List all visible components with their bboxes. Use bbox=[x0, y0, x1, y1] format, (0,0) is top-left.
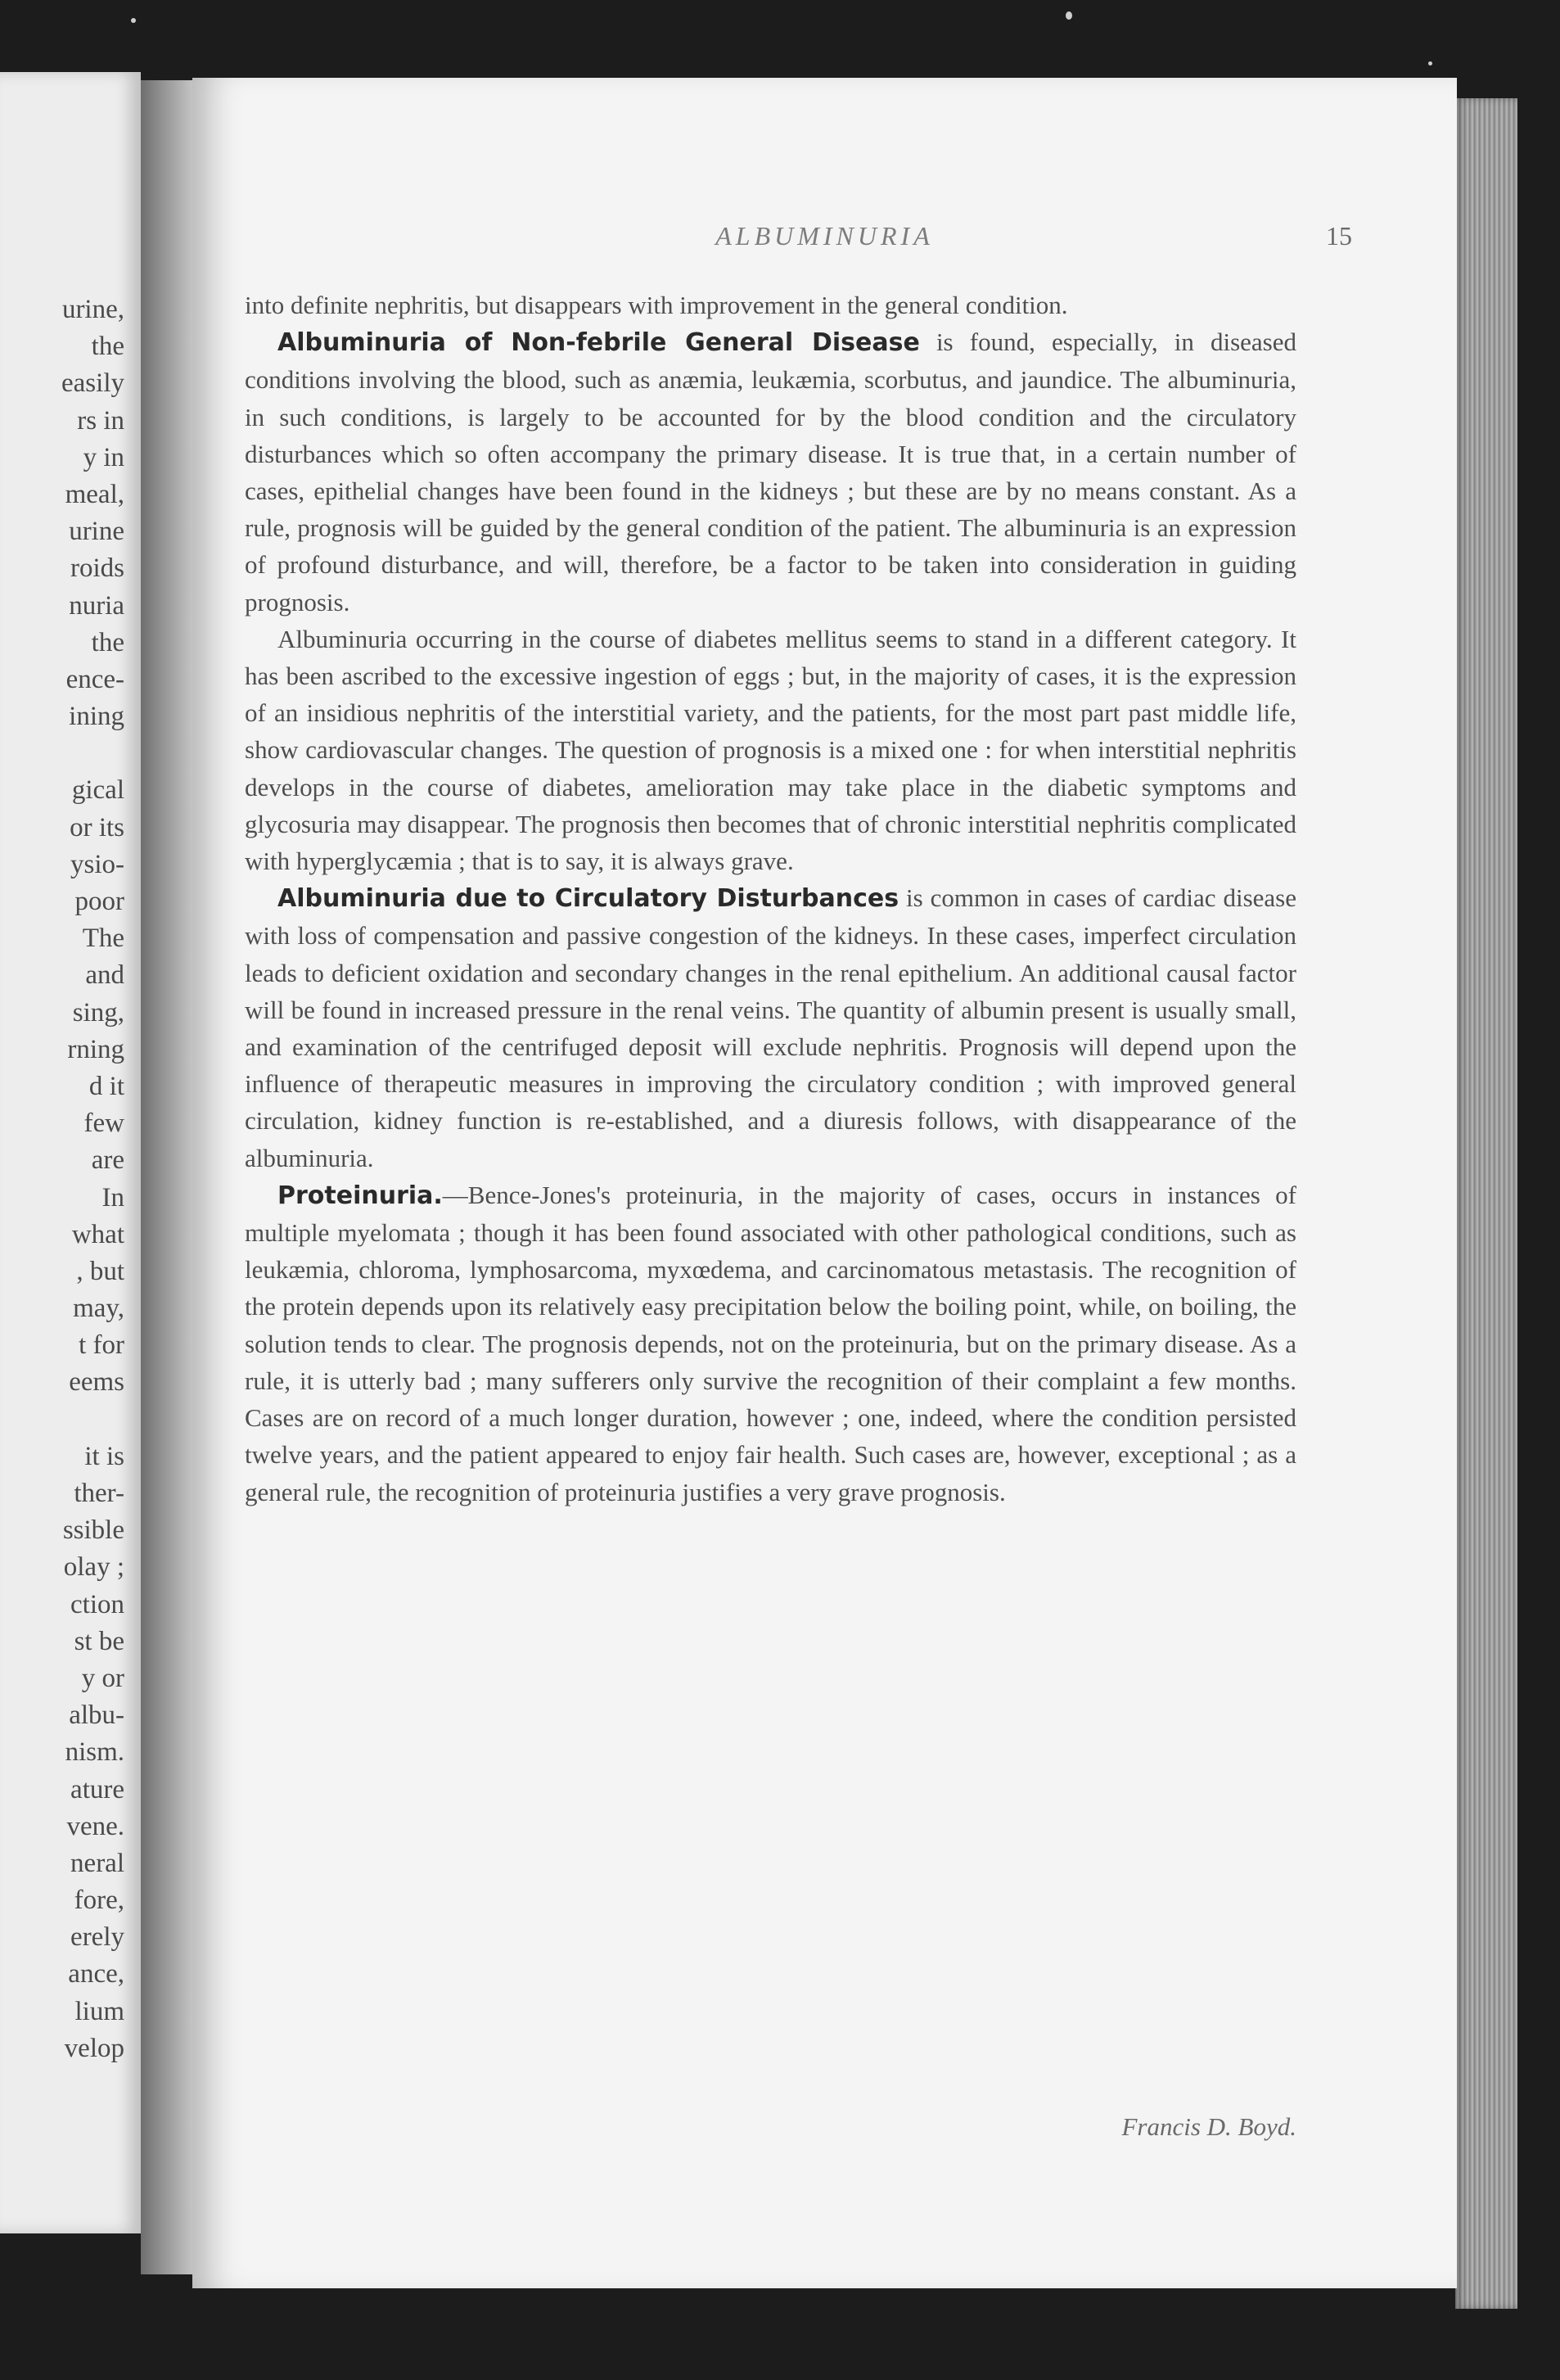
paper-speck bbox=[131, 18, 136, 23]
section-heading: Albuminuria of Non-febrile General Disease bbox=[277, 328, 920, 358]
left-page-line: y in bbox=[83, 442, 124, 472]
left-page-line: ature bbox=[70, 1774, 124, 1804]
left-page-line: roids bbox=[70, 553, 124, 584]
paragraph-continuation bbox=[245, 287, 1296, 323]
left-page-line: nuria bbox=[69, 590, 124, 621]
section-heading: Albuminuria due to Circulatory Disturbances bbox=[277, 884, 899, 914]
author-signature: Francis D. Boyd. bbox=[1121, 2112, 1296, 2141]
paragraph-text: is common in cases of cardiac disease with loss of compensation and passive congestion of the kidneys. In these cases, imperfect circulation leads to deficient oxidation and secondary changes in the renal epithelium. An additional causal factor will be found in increased pressure in the renal veins. The quantity of albumin present is usually small, and examination of the centrifuged deposit will exclude nephritis. Prognosis will depend upon the influence of therapeutic measures in improving the circulatory condition ; with improved general circulation, kidney function is re-established, and a diuresis follows, with disappearance of the albuminuria. bbox=[245, 883, 1296, 1172]
left-page-line: what bbox=[71, 1219, 124, 1249]
left-page-line: sing, bbox=[72, 997, 124, 1027]
left-page-line: the bbox=[91, 627, 124, 657]
left-page-line: , but bbox=[76, 1256, 124, 1286]
left-page-line: ssible bbox=[62, 1515, 124, 1546]
left-page-line: ance, bbox=[68, 1959, 124, 1989]
paragraph-proteinuria bbox=[245, 1176, 1296, 1511]
left-page-line bbox=[0, 735, 124, 772]
paragraph-circulatory bbox=[245, 879, 1296, 1176]
paragraph-text: is found, especially, in diseased conditions involving the blood, such as anæmia, leukæmia, scorbutus, and jaundice. The albuminuria, in such conditions, is largely to be accounted for by the blood condition and the circulatory disturbances which so often accompany the primary disease. It is true that, in a certain number of cases, epithelial changes have been found in the kidneys ; but these are by no means constant. As a rule, prognosis will be guided by the general condition of the patient. The albuminuria is an expression of profound disturbance, and will, therefore, be a factor to be taken into consideration in guiding prognosis. bbox=[245, 327, 1297, 616]
paper-speck bbox=[1066, 11, 1072, 20]
paragraph-non-febrile bbox=[245, 323, 1296, 621]
left-page-line: urine bbox=[69, 517, 124, 547]
left-facing-page bbox=[0, 72, 141, 2233]
left-page-line: vene. bbox=[66, 1811, 124, 1841]
left-page-line: few bbox=[83, 1109, 124, 1139]
left-page-line: neral bbox=[70, 1848, 124, 1878]
left-page-line: d it bbox=[88, 1071, 124, 1101]
left-page-text-fragments bbox=[0, 291, 124, 2067]
left-page-line: poor bbox=[74, 887, 124, 916]
left-page-line: The bbox=[82, 924, 124, 954]
left-page-line: y or bbox=[81, 1663, 124, 1693]
left-page-line: urine, bbox=[61, 295, 124, 324]
left-page-line: may, bbox=[73, 1294, 124, 1324]
left-page-line: t for bbox=[79, 1330, 124, 1361]
left-page-line: nism. bbox=[65, 1737, 124, 1768]
left-page-line: velop bbox=[64, 2033, 124, 2063]
paragraph-diabetes bbox=[245, 621, 1296, 879]
left-page-line: eems bbox=[69, 1367, 124, 1398]
left-page-line: erely bbox=[70, 1922, 124, 1953]
left-page-line: ence- bbox=[65, 664, 124, 694]
left-page-line: or its bbox=[70, 812, 124, 842]
running-title: ALBUMINURIA bbox=[715, 221, 934, 251]
left-page-line: are bbox=[91, 1145, 124, 1176]
left-page-line: ther- bbox=[74, 1479, 124, 1508]
article-body bbox=[245, 287, 1296, 1511]
left-page-line: gical bbox=[71, 775, 124, 806]
left-page-line: fore, bbox=[74, 1885, 124, 1916]
book-page-edges bbox=[1455, 98, 1517, 2309]
left-page-line: it is bbox=[84, 1441, 124, 1471]
left-page-line: meal, bbox=[65, 479, 124, 509]
left-page-line: rs in bbox=[77, 405, 124, 436]
left-page-line: lium bbox=[74, 1996, 124, 2026]
left-page-line: olay ; bbox=[63, 1552, 124, 1583]
left-page-line: easily bbox=[61, 368, 124, 399]
paragraph-text: —Bence-Jones's proteinuria, in the majority of cases, occurs in instances of multiple myelomata ; though it has been found associated with other pathological conditions, such as leukæmia, chloroma, lymphosarcoma, myxœdema, and carcinomatous metastasis. The recognition of the protein depends upon its relatively easy precipitation below the boiling point, while, on boiling, the solution tends to clear. The prognosis depends, not on the proteinuria, but on the primary disease. As a rule, it is utterly bad ; many sufferers only survive the recognition of their complaint a few months. Cases are on record of a much longer duration, however ; one, indeed, where the condition persisted twelve years, and the patient appeared to enjoy fair health. Such cases are, however, exceptional ; as a general rule, the recognition of proteinuria justifies a very grave prognosis. bbox=[245, 1180, 1296, 1506]
left-page-line: ction bbox=[70, 1589, 124, 1619]
paragraph-text: Albuminuria occurring in the course of diabetes mellitus seems to stand in a different category. It has been ascribed to the excessive ingestion of eggs ; but, in the majority of cases, it is the expression of an insidious nephritis of the interstitial variety, and the patients, for the most part past middle life, show cardiovascular changes. The question of prognosis is a mixed one : for when interstitial nephritis develops in the course of diabetes, amelioration may take place in the diabetic symptoms and glycosuria may disappear. The prognosis then becomes that of chronic interstitial nephritis complicated with hyperglycæmia ; that is to say, it is always grave. bbox=[245, 624, 1296, 876]
left-page-line: ysio- bbox=[70, 849, 124, 879]
left-page-line: In bbox=[101, 1182, 124, 1213]
running-head bbox=[192, 221, 1457, 262]
left-page-line: the bbox=[91, 332, 124, 362]
book-page bbox=[192, 78, 1457, 2288]
left-page-line: and bbox=[85, 960, 124, 991]
page-number: 15 bbox=[1326, 221, 1352, 251]
section-heading: Proteinuria. bbox=[277, 1181, 443, 1210]
left-page-line: st be bbox=[74, 1626, 124, 1656]
paragraph-text: into definite nephritis, but disappears with improvement in the general condition. bbox=[245, 291, 1068, 319]
left-page-line bbox=[0, 1402, 124, 1438]
left-page-line: rning bbox=[67, 1034, 124, 1064]
left-page-line: albu- bbox=[69, 1700, 124, 1731]
left-page-line: ining bbox=[69, 702, 124, 732]
paper-speck bbox=[1428, 61, 1432, 65]
